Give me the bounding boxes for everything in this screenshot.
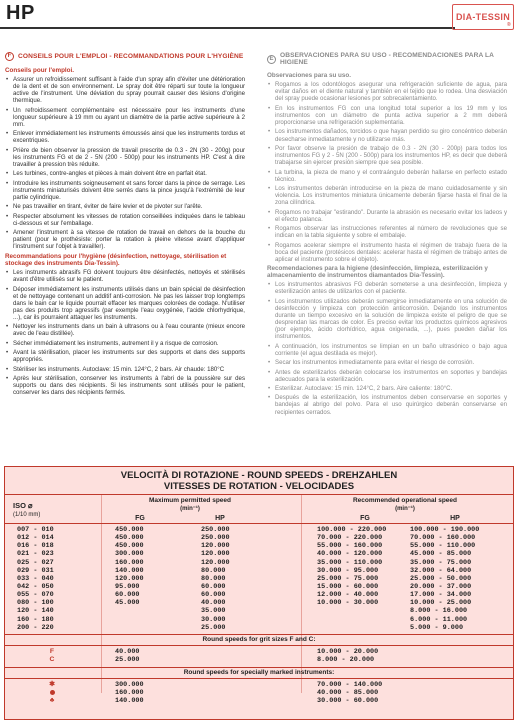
iso-header: ISO ⌀	[13, 501, 33, 510]
french-usage-list	[5, 76, 245, 250]
fg-rec-cell: 30.000 - 60.000	[317, 697, 379, 705]
special-rows	[5, 681, 513, 705]
dot-icon	[5, 689, 99, 697]
list-item: • Sécher immédiatement les instruments, autrement il y a risque de corrosion.	[5, 340, 245, 347]
hp-rec-cell: 70.000 - 160.000	[410, 534, 476, 543]
language-badge-icon: E	[267, 55, 276, 64]
list-item: • Les turbines, contre-angles et pièces à main doivent être en parfait état.	[5, 170, 245, 177]
fg-max-cell: 160.000	[115, 689, 144, 697]
fg-rec-header: FG	[360, 515, 370, 522]
fg-rec-cell: 55.000 - 160.000	[317, 542, 383, 551]
hp-max-cell: 80.000	[201, 574, 226, 583]
french-heading	[5, 52, 245, 61]
list-item: • Prière de bien observer la pression de travail prescrite de 0.3 - 2N (30 - 200g) pour les instruments FG et de 2 - 5N (200 - 500p) pour les instruments HP. C'est à dire travailler à pression très réduite.	[5, 147, 245, 168]
list-item: • Rogamos observar las instrucciones referentes al número de revoluciones que se indican en la tabla siguiente y sobre el embalaje.	[267, 225, 507, 239]
table-rule	[5, 678, 513, 679]
list-item: • Amener l'instrument à sa vitesse de rotation de travail en dehors de la bouche du patient (pour le prothésiste: porter la rotation à pleine vitesse avant d'appliquer l'instrument sur l'objet à travailler).	[5, 229, 245, 250]
list-item: • Un refroidissement complémentaire est nécessaire pour les instruments d'une longueur supérieure à 19 mm ou ayant un diamètre de la partie active supérieure à 2 mm.	[5, 107, 245, 128]
iso-cell: 007 - 010	[17, 526, 54, 534]
hp-max-header: HP	[215, 515, 225, 522]
hp-rec-cell: 5.000 - 9.000	[410, 623, 464, 632]
iso-cell: 200 - 220	[17, 623, 54, 632]
special-speed-title: Round speeds for specially marked instruments:	[183, 669, 335, 676]
hp-max-cell: 40.000	[201, 599, 226, 608]
fg-max-cell: 450.000	[115, 526, 144, 534]
max-speed-unit: (min⁻¹)	[180, 506, 200, 512]
hp-max-cell: 120.000	[201, 550, 230, 559]
table-row	[5, 567, 513, 575]
table-rule	[5, 645, 513, 646]
fg-rec-cell: 30.000 - 95.000	[317, 566, 379, 575]
star-icon: ✱	[49, 681, 55, 688]
header-rule	[0, 27, 455, 29]
fg-max-cell: 140.000	[115, 566, 144, 575]
hp-max-cell: 120.000	[201, 542, 230, 551]
iso-unit-header: (1/10 mm)	[13, 512, 41, 518]
hp-rec-cell: 17.000 - 34.000	[410, 591, 472, 600]
table-row	[5, 591, 513, 599]
hp-max-cell: 120.000	[201, 558, 230, 567]
iso-cell: 160 - 180	[17, 615, 54, 624]
list-item: • Secar los instrumentos inmediatamente para evitar el riesgo de corrosión.	[267, 359, 507, 366]
table-rule	[5, 523, 513, 524]
hp-rec-cell: 20.000 - 37.000	[410, 582, 472, 591]
spanish-subheading-hygiene: Recomendaciones para la higiene (desinfección, limpieza, esterilización y almacenamiento de instrumentos diamantados Dia-Tessin).	[267, 265, 488, 280]
hp-rec-cell: 35.000 - 75.000	[410, 558, 472, 567]
hp-rec-cell: 8.000 - 16.000	[410, 607, 468, 616]
list-item: • Esterilizar. Autoclave: 15 min. 124°C, 2 bars. Aire caliente: 180°C.	[267, 385, 507, 392]
hp-max-cell: 60.000	[201, 591, 226, 600]
fg-max-cell: 25.000	[115, 656, 140, 664]
list-item: • Rogamos acelerar siempre el instrumento hasta el régimen de trabajo fuera de la boca del paciente (protésicos dentales: acelerar hasta el régimen de trabajo antes de aplicar el instrumento sobre el objeto).	[267, 242, 507, 263]
hp-rec-cell: 100.000 - 190.000	[410, 526, 480, 534]
fg-rec-cell: 10.000 - 20.000	[317, 648, 379, 656]
table-row	[5, 550, 513, 558]
recommended-speed-unit: (min⁻¹)	[395, 506, 415, 512]
hp-rec-cell: 25.000 - 50.000	[410, 574, 472, 583]
french-heading-text: CONSEILS POUR L'EMPLOI - RECOMMANDATIONS POUR L'HYGIÈNE	[18, 52, 244, 60]
list-item: • Después de la esterilización, los instrumentos deben conservarse en soportes y bandejas al abrigo del polvo. Para el uso quirúrgico deberán conservarse en recipientes cerrados.	[267, 394, 507, 415]
fg-max-cell: 40.000	[115, 648, 140, 656]
spanish-hygiene-list	[267, 281, 507, 415]
iso-cell: 033 - 040	[17, 574, 54, 583]
iso-cell: 042 - 050	[17, 582, 54, 591]
table-row	[5, 648, 513, 656]
max-speed-header: Maximum permitted speed	[149, 497, 231, 504]
speed-table	[4, 466, 514, 720]
hp-max-cell: 60.000	[201, 582, 226, 591]
grit-symbol: C	[49, 656, 55, 663]
french-subheading-usage: Conseils pour l'emploi.	[5, 67, 75, 74]
table-row	[5, 624, 513, 632]
fg-rec-cell: 40.000 - 120.000	[317, 550, 383, 559]
speed-table-title-line1: VELOCITÀ DI ROTAZIONE - ROUND SPEEDS - DREHZAHLEN	[120, 470, 398, 481]
fg-max-cell: 45.000	[115, 599, 140, 608]
list-item: • Enlever immédiatement les instruments émoussés ainsi que les instruments tordus et excentriques.	[5, 130, 245, 144]
list-item: • Introduire les instruments soigneusement et sans forcer dans la pince de serrage. Les instruments miniaturisés doivent être serrés dans la pince jusqu'à l'extrémité de leur partie cylindrique.	[5, 180, 245, 201]
hp-max-cell: 250.000	[201, 534, 230, 543]
table-row	[5, 559, 513, 567]
hp-max-cell: 250.000	[201, 526, 230, 534]
hp-max-cell: 35.000	[201, 607, 226, 616]
list-item: • Les instruments abrasifs FG doivent toujours être désinfectés, nettoyés et stérilisés avant d'être utilisés sur le patient.	[5, 269, 245, 283]
list-item: • Stériliser les instruments. Autoclave: 15 min. 124°C, 2 bars. Air chaude: 180°C	[5, 366, 245, 373]
fg-rec-cell: 100.000 - 220.000	[317, 526, 387, 534]
list-item: • Avant la stérilisation, placer les instruments sur des supports et dans des supports appropriés.	[5, 349, 245, 363]
hp-max-cell: 30.000	[201, 615, 226, 624]
fg-max-cell: 300.000	[115, 550, 144, 559]
list-item: • Los instrumentos utilizados deberán sumergirse inmediatamente en una solución de desinfección y limpieza con protección anticorrosión. Dejando los instrumentos durante un tiempo excesivo en la solución de limpieza existe el peligro de que se desprendan las marcas de color. Es preciso evitar los productos químicos agresivos (por ejemplo, ácido clorhídrico, agua oxigenada, ...), pues pueden dañar los instrumentos.	[267, 298, 507, 341]
table-rule	[5, 667, 513, 668]
list-item: • Respecter absolument les vitesses de rotation conseillées indiquées dans le tableau ci-dessous et sur l'emballage.	[5, 213, 245, 227]
table-row	[5, 583, 513, 591]
fg-max-cell: 140.000	[115, 697, 144, 705]
fg-rec-cell: 12.000 - 40.000	[317, 591, 379, 600]
brand-logo-text: DIA-TESSIN	[455, 12, 510, 22]
table-row	[5, 607, 513, 615]
grit-rows	[5, 648, 513, 664]
table-rule	[5, 494, 513, 495]
table-row	[5, 575, 513, 583]
list-item: • Por favor observe la presión de trabajo de 0.3 - 2N (30 - 200p) para todos los instrumentos FG y 2 - 5N (200 - 500p) para los instrumentos HP, es decir que deberá trabajarse sin ejercer presión siempre que sea posible.	[267, 145, 507, 166]
list-item: • A continuación, los instrumentos se limpian en un baño ultrasónico o bajo agua corriente (el agua destilada es mejor).	[267, 343, 507, 357]
table-row	[5, 697, 513, 705]
club-icon: ♣	[49, 697, 55, 704]
list-item: • Ne pas travailler en tirant, éviter de faire levier et de pivoter sur l'arête.	[5, 203, 245, 210]
table-row	[5, 616, 513, 624]
list-item: • Los instrumentos abrasivos FG deberán someterse a una desinfección, limpieza y esterilización antes de utilizarlos con el paciente.	[267, 281, 507, 295]
hp-rec-cell: 10.000 - 25.000	[410, 599, 472, 608]
hp-rec-header: HP	[450, 515, 460, 522]
iso-cell: 025 - 027	[17, 558, 54, 567]
fg-max-cell: 300.000	[115, 681, 144, 689]
fg-max-cell: 120.000	[115, 574, 144, 583]
language-badge-icon: F	[5, 52, 14, 61]
iso-cell: 021 - 023	[17, 550, 54, 559]
list-item: • Déposer immédiatement les instruments utilisés dans un bain spécial de désinfection et de nettoyage contenant un additif anti-corrosion. Ne pas les laisser trop longtemps dans le bain car le liquide pourrait effacer les marques colorées de codage. N'utiliser pas des produits trop agressifs (par exemple l'eau oxygénée, l'acide chlorhydrique, ...), car ils pourraient attaquer les instruments.	[5, 286, 245, 321]
french-column	[5, 52, 245, 399]
spanish-usage-list	[267, 81, 507, 263]
list-item: • Rogamos a los odontólogos asegurar una refrigeración suficiente de agua, para evitar daños en el diente natural y también en el tejido que lo rodea. Una desviación del spray puede ocasionar lesiones por sobrecalentamiento.	[267, 81, 507, 102]
hp-max-cell: 25.000	[201, 623, 226, 632]
french-subheading-hygiene: Recommandations pour l'hygiène (désinfection, nettoyage, stérilisation et stockage des instruments Dia-Tessin).	[5, 252, 227, 267]
recommended-speed-header: Recommended operational speed	[352, 497, 458, 504]
list-item: • La turbina, la pieza de mano y el contraángulo deberán hallarse en perfecto estado técnico.	[267, 169, 507, 183]
list-item: • Los instrumentos dañados, torcidos o que hayan perdido su giro concéntrico deberán desecharse inmediatamente y no utilizarse más.	[267, 128, 507, 142]
list-item: • Los instrumentos deberán introducirse en la pieza de mano cuidadosamente y sin violencia. Los instrumentos miniatura únicamente deberán fijarse hasta el final de la zona cilíndrica.	[267, 185, 507, 206]
fg-max-header: FG	[135, 515, 145, 522]
brand-logo	[452, 4, 514, 30]
iso-cell: 016 - 018	[17, 542, 54, 551]
table-row	[5, 681, 513, 689]
fg-max-cell: 95.000	[115, 582, 140, 591]
list-item: • Après leur stérilisation, conserver les instruments à l'abri de la poussière sur des supports ou dans des récipients. Si les instruments sont utilisés pour le patient, conserver les dans des récipients fermés.	[5, 375, 245, 396]
grit-speed-title: Round speeds for grit sizes F and C:	[202, 636, 316, 643]
iso-cell: 055 - 070	[17, 591, 54, 600]
fg-rec-cell: 25.000 - 75.000	[317, 574, 379, 583]
spanish-heading-text: OBSERVACIONES PARA SU USO - RECOMENDACIONES PARA LA HIGIENE	[280, 52, 494, 67]
table-row	[5, 656, 513, 664]
table-row	[5, 542, 513, 550]
list-item: • Rogamos no trabajar "estirando". Durante la abrasión es necesario evitar los ladeos y el efecto palanca.	[267, 209, 507, 223]
fg-rec-cell: 8.000 - 20.000	[317, 656, 375, 664]
list-item: • Antes de esterilizarlos deberán colocarse los instrumentos en soportes y bandejas adecuados para la esterilización.	[267, 369, 507, 383]
fg-max-cell: 450.000	[115, 534, 144, 543]
hp-rec-cell: 32.000 - 64.000	[410, 566, 472, 575]
grit-symbol: F	[49, 648, 55, 655]
hp-rec-cell: 55.000 - 110.000	[410, 542, 476, 551]
table-row	[5, 526, 513, 534]
table-row	[5, 689, 513, 697]
page-title: HP	[6, 2, 35, 24]
speed-table-title-line2: VITESSES DE ROTATION - VELOCIDADES	[163, 481, 355, 492]
fg-rec-cell: 70.000 - 220.000	[317, 534, 383, 543]
fg-rec-cell: 40.000 - 85.000	[317, 689, 379, 697]
table-rule	[5, 634, 513, 635]
hp-rec-cell: 45.000 - 85.000	[410, 550, 472, 559]
spanish-subheading-usage: Observaciones para su uso.	[267, 72, 351, 80]
hp-rec-cell: 6.000 - 11.000	[410, 615, 468, 624]
hp-max-cell: 80.000	[201, 566, 226, 575]
spanish-column	[267, 52, 507, 418]
list-item: • En los instrumentos FG con una longitud total superior a los 19 mm y los instrumentos con un diámetro de punta activa superior a 2 mm deberá proporcionarse una refrigeración suplementaria.	[267, 105, 507, 126]
speed-rows	[5, 526, 513, 632]
french-hygiene-list	[5, 269, 245, 396]
iso-cell: 120 - 140	[17, 607, 54, 616]
iso-cell: 080 - 100	[17, 599, 54, 608]
speed-table-title	[5, 470, 513, 492]
list-item: • Nettoyer les instruments dans un bain à ultrasons ou à l'eau courante (mieux encore avec de l'eau distillée).	[5, 323, 245, 337]
list-item: • Assurer un refroidissement suffisant à l'aide d'un spray afin d'éviter une détérioration de la dent et de son environnement. Le spray doit être réparti sur toute la longueur active de l'instrument. Une déviation du spray pourrait causer des lésions d'origine thermique.	[5, 76, 245, 104]
table-row	[5, 599, 513, 607]
fg-rec-cell: 15.000 - 60.000	[317, 582, 379, 591]
spanish-heading	[267, 52, 507, 66]
fg-rec-cell: 70.000 - 140.000	[317, 681, 383, 689]
registered-mark: ®	[507, 22, 511, 28]
fg-rec-cell: 10.000 - 30.000	[317, 599, 379, 608]
fg-max-cell: 450.000	[115, 542, 144, 551]
iso-cell: 029 - 031	[17, 566, 54, 575]
iso-cell: 012 - 014	[17, 534, 54, 543]
page-header	[0, 0, 518, 38]
fg-max-cell: 160.000	[115, 558, 144, 567]
fg-rec-cell: 35.000 - 110.000	[317, 558, 383, 567]
fg-max-cell: 60.000	[115, 591, 140, 600]
table-row	[5, 534, 513, 542]
